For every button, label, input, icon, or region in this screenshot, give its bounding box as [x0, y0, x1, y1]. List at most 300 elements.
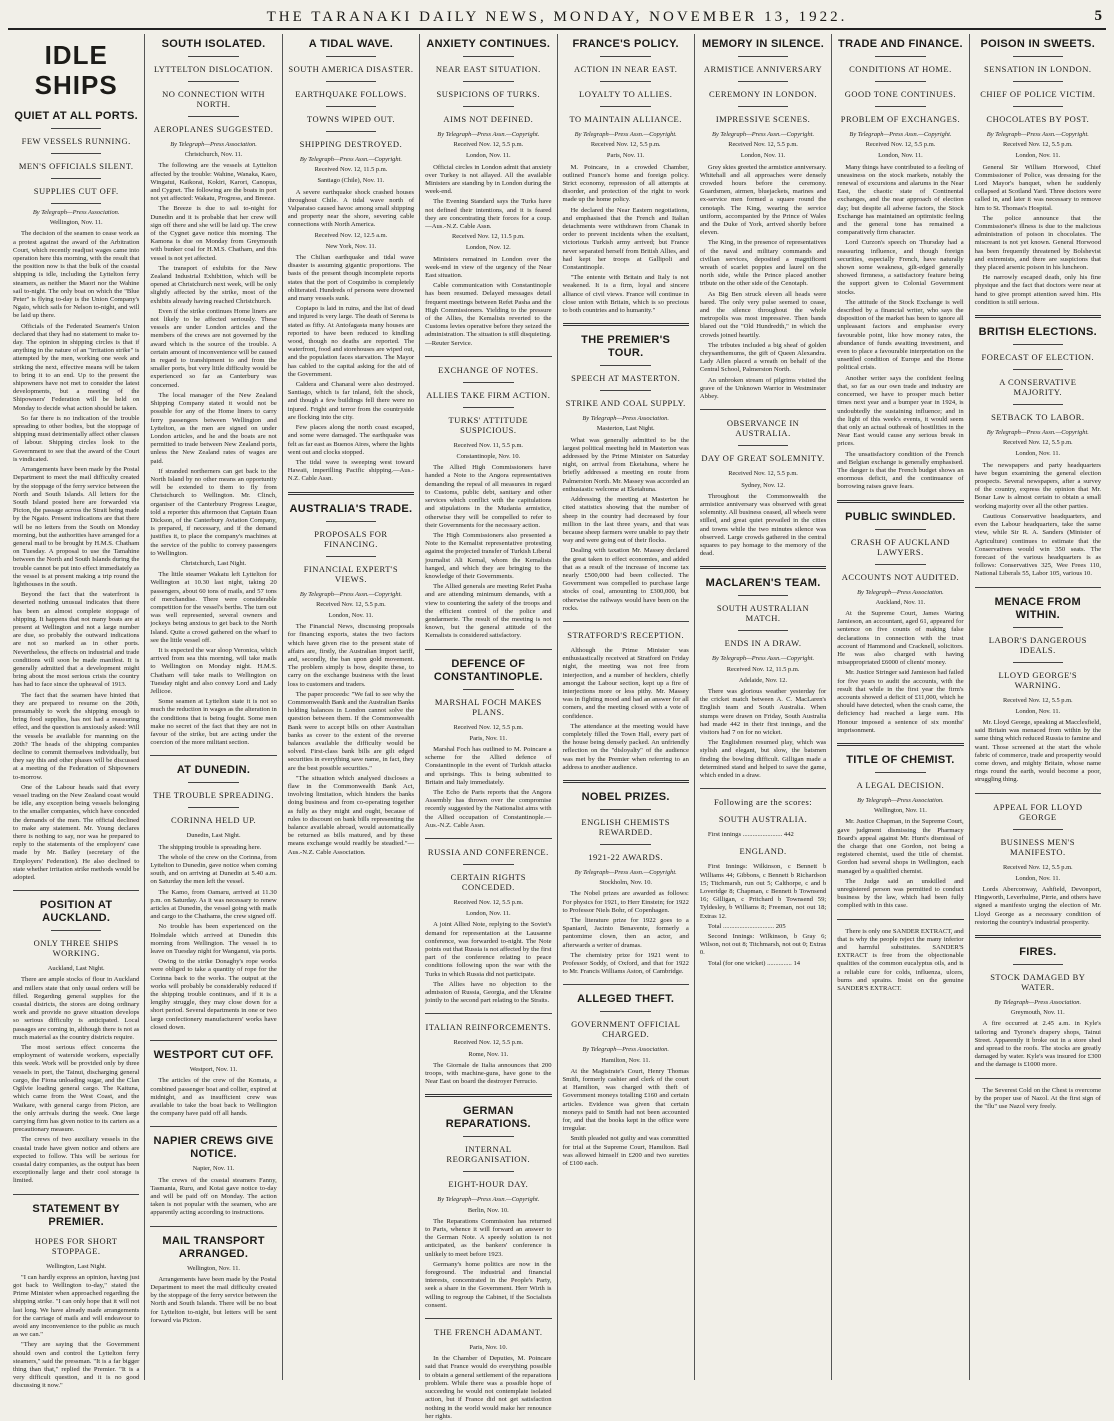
short-rule	[188, 807, 239, 808]
dateline: Received Nov. 12, 5.5 p.m.	[865, 141, 936, 149]
article-paragraph: The Allied High Commissioners have handed a Note to the Angora representatives demanding the repeal of all measures in regard to Customs, public debt, sanitary and other services which conflict with the capitulations and stipulations in the Mudania armistice, otherwise they will be compelled to refer to their Governments for the necessary action.	[425, 464, 552, 529]
short-rule	[51, 930, 102, 931]
column-7	[832, 34, 969, 1380]
column-6	[695, 34, 832, 1380]
article-paragraph: Some seamen at Lyttelton state it is not so much the reduction in wages as the alteration in the conditions that is being fought. Some men make no secret of the fact that they are not in favour of the strike, but are acting under the coercion of the more militant section.	[150, 698, 277, 747]
article-paragraph: It is expected the war sloop Veronica, which arrived from sea this morning, will take mails to Wellington on Monday night. H.M.S. Chatham will take mails to Wellington on Tuesday night and also convey Lord and Lady Jellicoe.	[150, 646, 277, 695]
dateline: London, Nov. 11.	[328, 611, 374, 619]
divider	[425, 1013, 551, 1014]
dateline: Masterton, Last Night.	[596, 425, 655, 433]
subheadline: CORINNA HELD UP.	[170, 815, 257, 826]
divider	[425, 649, 551, 650]
dateline: Received Nov. 12, 11.5 p.m.	[726, 665, 800, 673]
short-rule	[875, 772, 926, 773]
credit-line: By Telegraph—Press Association.	[857, 588, 944, 596]
credit-line: By Telegraph—Press Assn.—Copyright.	[986, 131, 1089, 138]
subheadline: FORECAST OF ELECTION.	[981, 352, 1095, 363]
dateline: Paris, Nov. 11.	[606, 152, 645, 160]
article-paragraph: At the Magistrate's Court, Henry Thomas Smith, formerly cashier and clerk of the court at Hamilton, was charged with theft of Government moneys totalling £160 and certain articles. Evidence was given that certain moneys paid to Smith had not been accounted for, and that the books kept in the office were irregular.	[562, 1067, 689, 1133]
short-rule	[600, 56, 651, 57]
article-paragraph: The Kamo, from Oamaru, arrived at 11.30 p.m. on Saturday. As it was necessary to renew articles at Dunedin, the vessel going with mails and cargo to the Chathams, the crew signed off.	[150, 888, 277, 921]
short-rule	[738, 56, 789, 57]
subheadline: CERTAIN RIGHTS CONCEDED.	[450, 871, 527, 892]
short-rule	[1013, 964, 1064, 965]
article-paragraph: First innings ........................ 442	[707, 831, 794, 839]
headline: QUIET AT ALL PORTS.	[14, 110, 139, 122]
article-paragraph: Second Innings: Wilkinson, b Gray 6; Wilson, not out 8; Titchmarsh, not out 0; Extras 0.	[699, 933, 827, 957]
article-paragraph: The paper proceeds: "We fail to see why the Commonwealth Bank and the Australian Banks holding balances in London cannot solve the question between them. If the Commonwealth Bank were to accept bills on other Australian banks as cover to the extent of the reverse balances available the difficulty would be solved. First-class bank bills are gilt edged securities in everything save name, in fact, they are the best possible securities."	[287, 690, 415, 772]
dateline: London, Nov. 11.	[1015, 152, 1061, 160]
article-paragraph: Mr. Lloyd George, speaking at Macclesfield, said Britain was menaced from within by the same thing which reduced Russia to famine and want. Those screened at the start the whole fabric of commerce, trade and prosperity would come down, and mighty Britain, whose name rings round the earth, would become a poor, struggling thing.	[974, 718, 1101, 784]
article-paragraph: "They are saying that the Government should own and control the Lyttelton ferry steamers," said the pressman. "It is a far bigger thing than that," replied the Premier. "It is a very difficult question, and it is no good discussing it now."	[13, 1341, 140, 1390]
dateline: Received Nov. 12, 12.5 a.m.	[314, 231, 388, 239]
subheadline: HOPES FOR SHORT STOPPAGE.	[34, 1235, 118, 1256]
article-paragraph: The tidal wave is sweeping west toward Hawaii, imperilling Pacific shipping.—Aus.-N.Z. Cable Assn.	[287, 458, 415, 483]
headline: THE PREMIER'S TOUR.	[581, 334, 671, 360]
dateline: Received Nov. 12, 5.5 p.m.	[453, 723, 524, 731]
divider	[837, 919, 963, 920]
dateline: Hamilton, Nov. 11.	[601, 1056, 651, 1064]
article-paragraph: A severe earthquake shock crashed houses throughout Chile. A tidal wave north of Valparaiso caused havoc among small shipping and property near the shore, severing cable connections with North America.	[287, 188, 415, 229]
credit-line: By Telegraph—Press Association.	[994, 998, 1082, 1006]
dateline: Wellington, Last Night.	[46, 1262, 107, 1270]
credit-line: By Telegraph—Press Association.	[857, 796, 944, 804]
headline: FIRES.	[1019, 945, 1057, 958]
headline: SOUTH ISOLATED.	[161, 38, 266, 50]
dateline: Wellington, Nov. 11.	[49, 219, 103, 227]
double-divider	[700, 566, 826, 569]
article-paragraph: The tributes included a big sheaf of golden chrysanthemums, the gift of Queen Alexandra. Lady Allen placed a wreath on behalf of the Central School, Palmerston North.	[699, 341, 827, 374]
main-headline: IDLE SHIPS	[34, 40, 118, 100]
article-paragraph: The Financial News, discussing proposals for financing exports, states the two factors which have given rise to the present state of affairs are, firstly, the Australian import tariff, and, secondly, the ban upon gold movement. The problem simply is how, despite these, to carry on the exchange business with the least loss to customers and traders.	[287, 623, 415, 688]
short-rule	[188, 116, 239, 117]
article-paragraph: The Allies have no objection to the admission of Russia, Georgia, and the Ukraine jointly to the second part relating to the Straits.	[425, 980, 552, 1005]
dateline: London, Nov. 12.	[465, 244, 511, 252]
subheadline: STOCK DAMAGED BY WATER.	[990, 971, 1086, 992]
article-paragraph: The Echo de Paris reports that the Angora Assembly has thrown over the compromise recently suggested by the Nationalist aims with the Allied occupation of Constantinople.—Aus.-N.Z. Cable Assn.	[425, 788, 552, 829]
article-paragraph: Grey skies greeted the armistice anniversary. Whitehall and all approaches were densely crowded hours before the ceremony. Guardsmen, airmen, bluejackets, marines and ex-service men formed a square round the cenotaph. The King, wearing the service uniform, accompanied by the Prince of Wales and the Duke of York, arrived shortly before eleven.	[699, 163, 827, 237]
divider	[975, 1078, 1101, 1079]
credit-line: By Telegraph—Press Association.	[582, 1046, 669, 1054]
subheadline: MARSHAL FOCH MAKES PLANS.	[434, 696, 542, 717]
subheadline: SUSPICIONS OF TURKS.	[436, 89, 541, 99]
double-divider	[837, 743, 963, 746]
headline: AUSTRALIA'S TRADE.	[289, 502, 413, 515]
credit-line: By Telegraph—Press Association.	[170, 141, 257, 148]
article-paragraph: Copiapo is laid in ruins, and the list of dead and injured is very large. The death of Serena is stated as fifty. At Antofagasta many houses are reported to have been reduced to kindling wood, though no deaths are reported. The waterfront, food and storehouses are wiped out, and the population faces starvation. The Mayor has cabled to the capital asking for the aid of the Government.	[287, 305, 415, 378]
dateline: Auckland, Last Night.	[47, 965, 105, 973]
article-paragraph: The crews of two auxiliary vessels in the coastal trade have given notice and others are expected to follow. This will be serious for coastal dairy companies, as the output has been exceptionally large and their cool storage is limited.	[13, 1136, 140, 1185]
dateline: Received Nov. 12, 5.5 p.m.	[1002, 696, 1073, 704]
credit-line: By Telegraph—Press Assn.—Copyright.	[299, 156, 402, 163]
subheadline: PROBLEM OF EXCHANGES.	[840, 114, 961, 124]
dateline: New York, Nov. 11.	[325, 242, 377, 250]
short-rule	[326, 521, 377, 522]
subheadline: ACTION IN NEAR EAST.	[574, 64, 678, 74]
subheadline: FEW VESSELS RUNNING.	[21, 136, 131, 146]
article-paragraph: M. Poincare, in a crowded Chamber, outlined France's home and foreign policy. Strict economy, repression of all attempts at disorder, and protection of the right to work made up the home policy.	[562, 163, 689, 204]
article-paragraph: The chemistry prize for 1921 went to Professor Soddy, of Oxford, and that for 1922 to Mr. Francis Williams Aston, of Cambridge.	[562, 951, 689, 976]
divider	[975, 793, 1101, 794]
subheadline: GOVERNMENT OFFICIAL CHARGED.	[571, 1019, 681, 1040]
dateline: Stockholm, Nov. 10.	[599, 879, 653, 887]
article-paragraph: The little steamer Wakatu left Lyttelton for Wellington at 10.30 last night, taking 20 passengers, about 60 tons of mails, and 57 tons of merchandise. There were considerable competition for the vessel's berths. The turn out was well represented, several owners and jockeys being anxious to get back to the North Island. Quite a crowd gathered on the wharf to see the little vessel off.	[150, 571, 277, 644]
article-paragraph: Total (for one wicket) ............... 14	[707, 959, 801, 967]
short-rule	[738, 106, 789, 107]
dateline: London, Nov. 11.	[466, 910, 511, 918]
subheadline: TO MAINTAIN ALLIANCE.	[569, 114, 682, 124]
subheadline: INTERNAL REORGANISATION.	[446, 1144, 531, 1165]
article-paragraph: The following are the vessels at Lyttelton affected by the trouble: Wahine, Wanaka, Kaeo, Wingatui, Kaikorai, Kokiri, Karori, Canopus, and Cygnet. The following are the boats in port not yet affected: Wakatu, Progress, and Breeze.	[150, 162, 277, 203]
masthead-title: THE TARANAKI DAILY NEWS, MONDAY, NOVEMBER 13, 1922.	[266, 8, 848, 25]
divider	[13, 890, 139, 891]
dateline: Received Nov. 12, 5.5 p.m.	[728, 470, 798, 478]
headline: MENACE FROM WITHIN.	[994, 595, 1082, 621]
article-paragraph: The Evening Standard says the Turks have not defined their intentions, and it is feared they are concentrating their forces for a coup.—Aus.-N.Z. Cable Assn.	[425, 198, 552, 231]
article-paragraph: Germany's home politics are now in the foreground. The industrial and financial interests, concentrated in the People's Party, seek a share in the Government. Herr Wirth is willing to regroup the Cabinet, if the Socialists consent.	[425, 1260, 552, 1309]
article-paragraph: The crews of the coastal steamers Fanny, Tasmania, Ruru, and Kotai gave notice to-day and will be paid off on Monday. The action taken is not popular with the seamen, who are apparently acting according to instructions.	[150, 1176, 277, 1217]
subheadline: DAY OF GREAT SOLEMNITY.	[701, 453, 825, 464]
double-divider	[425, 1094, 551, 1097]
article-paragraph: He declared the Near Eastern negotiations, and emphasised that the French and Italian detachments were withdrawn from Chanak in order to prevent incidents when the exultant, victorious Turkish army arrived; but France never separated herself from British Allies, and had kept her troops at Gallipoli and Constantinople.	[562, 206, 689, 272]
article-paragraph: The attendance at the meeting would have completely filled the Town Hall, every part of the house being densely packed. An unfriendly reflection on the "disloyalty" of the audience was met by the Premier when referring to an address to another audience.	[562, 722, 689, 771]
article-paragraph: "I can hardly express an opinion, having just got back to Wellington to-day," stated the Prime Minister when approached regarding the shipping strike. "I can only hope that it will not last long. We have already made arrangements for the carriage of mails and will endeavour to avoid any inconvenience to the public as much as we can."	[13, 1273, 140, 1339]
short-rule	[51, 153, 102, 154]
subheadline: TOWNS WIPED OUT.	[306, 114, 395, 124]
divider	[150, 1126, 276, 1127]
double-divider	[563, 323, 689, 326]
article-paragraph: The Nobel prizes are awarded as follows: For physics for 1921, to Herr Einstein; for 1922 to Professor Niels Bohr, of Copenhagen.	[562, 890, 689, 914]
headline: A TIDAL WAVE.	[308, 38, 394, 50]
article-paragraph: As Big Ben struck eleven all heads were bared. The only very pulse seemed to cease, and the silence throughout the whole metropolis was most impressive. Then bands blared out the "Old Hundredth," in which the crowds joined heartily.	[699, 290, 827, 339]
article-paragraph: Total ............................... 205	[707, 922, 786, 930]
article-paragraph: The King, in the presence of representatives of the naval and military commands and civilian services, deposited a magnificent wreath of scarlet poppies and laurel on the north side, while the Prince placed another tribute on the other side of the Cenotaph.	[699, 239, 827, 288]
dateline: London, Nov. 11.	[1015, 450, 1061, 458]
short-rule	[600, 1011, 651, 1012]
subheadline: ENGLAND.	[739, 846, 787, 857]
subheadline: ENDS IN A DRAW.	[724, 638, 802, 649]
dateline: Received Nov. 12, 5.5 p.m.	[453, 1039, 524, 1047]
dateline: Paris, Nov. 11.	[469, 734, 508, 742]
headline: MEMORY IN SILENCE.	[701, 38, 825, 50]
dateline: Received Nov. 12, 5.5 p.m.	[728, 141, 798, 149]
short-rule	[875, 564, 926, 565]
subheadline: CEREMONY IN LONDON.	[709, 89, 818, 99]
short-rule	[738, 595, 789, 596]
article-paragraph: Mr. Justice Stringer said Jamieson had failed for five years to audit the accounts, with the result that while in the first year the firm's accounts showed a deficit of £11,000, which he should have detected, when the crash came, the deficiency had reached a large sum. His Honour imposed a sentence of six months' imprisonment.	[837, 669, 964, 734]
double-divider	[975, 935, 1101, 938]
article-paragraph: He narrowly escaped death, only his fine physique and the fact that doctors were near at hand to give prompt attention saved him. His condition is still serious.	[974, 274, 1101, 306]
article-paragraph: The Reparations Commission has returned to Paris, whence it will forward an answer to the German Note. A speedy solution is not anticipated, as the bankers' conference is unlikely to meet before 1923.	[425, 1217, 552, 1258]
subheadline: SETBACK TO LABOR.	[991, 412, 1085, 423]
article-paragraph: The decision of the seamen to cease work as a protest against the award of the Arbitration Court, which recently readjust wages came into operation here this morning, with the result that the position now is that the bulk of the coastal shipping is idle, including the Lyttelton ferry steamers, as neither the Maori nor the Wahine sail to-night. The only boat on which the "Blue Peter" is flying to-day is the Union Company's Ngaio, which sails for Nelson to-night, and will be laid up there.	[13, 230, 140, 320]
article-paragraph: The High Commissioners also presented a Note to the Kemalist representative protesting against the projected transfer of Turkish Liberal journalist Ali Kemal, whom the Kemalists hanged, and which they are bringing to the knowledge of their Governments.	[425, 531, 552, 580]
dateline: Paris, Nov. 10.	[469, 1344, 508, 1352]
subheadline: SPEECH AT MASTERTON.	[571, 373, 681, 384]
short-rule	[1013, 56, 1064, 57]
credit-line: By Telegraph—Press Assn.—Copyright.	[574, 868, 677, 876]
short-rule	[326, 131, 377, 132]
article-paragraph: The local manager of the New Zealand Shipping Company stated it would not be possible for any of the Home liners to carry ferry passengers between Wellington and Lyttelton, as the men are signed on under London articles, and he and the boats are not permitted to trade between New Zealand ports, unless the New Zealand rates of wages are paid.	[150, 391, 277, 465]
short-rule	[463, 81, 514, 82]
divider	[563, 621, 689, 622]
article-paragraph: At the Supreme Court, James Waring Jamieson, an accountant, aged 61, appeared for sentence on five counts of making false declarations in connection with the trust account of Hammond and Cracknell, solicitors. He was also charged with having misappropriated £6000 of clients' money.	[837, 609, 964, 667]
headline: DEFENCE OF CONSTANTINOPLE.	[433, 657, 543, 683]
article-paragraph: No trouble has been experienced on the Holmdale which arrived at Dunedin this morning from Wellington. The vessel is to leave on Tuesday night for Wanganui, via ports.	[150, 923, 277, 956]
dateline: Adelaide, Nov. 12.	[739, 676, 788, 684]
headline: TITLE OF CHEMIST.	[846, 753, 955, 766]
article-paragraph: Few places along the north coast escaped, and some were damaged. The earthquake was felt as far east as Buenos Aires, where the lights went out and clocks stopped.	[287, 424, 415, 456]
dateline: Berlin, Nov. 10.	[467, 1206, 509, 1214]
subheadline: A CONSERVATIVE MAJORITY.	[999, 377, 1077, 398]
article-paragraph: The literature prize for 1922 goes to a Spaniard, Jacinto Benavente, formerly a pantomime clown, then an actor, and afterwards a writer of dramas.	[562, 917, 689, 949]
headline: FRANCE'S POLICY.	[572, 38, 679, 50]
article-paragraph: Arrangements have been made by the Postal Department to meet the mail difficulty created by the stoppage of the ferry service between the North and South Islands. All letters for the South Island posted here are forwarded via Picton, the passage across the Strait being made by the Ngaio. Present indications are that there will be no letters from the South on Monday morning, but the authorities have arranged for a general mail to be brought by H.M.S. Chatham on Tuesday. A proposal to use the Tamahine between the North and South Islands during the trouble cannot be put into effect immediately as the vessel is at present making a trip round the lighthouses in the south.	[13, 466, 140, 588]
dateline: Received Nov. 12, 11.5 p.m.	[451, 233, 525, 241]
divider	[975, 587, 1101, 588]
short-rule	[738, 630, 789, 631]
short-rule	[738, 81, 789, 82]
short-rule	[1013, 829, 1064, 830]
headline: TRADE AND FINANCE.	[838, 38, 963, 50]
column-4	[420, 34, 557, 1420]
short-rule	[463, 689, 514, 690]
article-paragraph: One of the Labour heads said that every vessel trading on the New Zealand coast would be idle, any exception being vessels belonging to the smaller companies, which have conceded the demands of the men. The official declined to make any statement. Mr. Young declares there is nothing to say, nor was he prepared to reply to the statements of the employers' case made by Mr. Bailey (secretary of the Employers' Federation). He also declined to state whether irritation strike methods would be adopted.	[13, 783, 140, 882]
dateline: Wellington, Nov. 11.	[873, 807, 927, 815]
article-paragraph: Addressing the meeting at Masterton he cited statistics showing that the number of sheep in the country had decreased by four million in the last three years, and that was because sheep farmers were unable to pay their way and were going out of their flocks.	[562, 496, 689, 545]
dateline: Received Nov. 11, 5.5 p.m.	[453, 441, 524, 449]
article-paragraph: The attitude of the Stock Exchange is well described by a financial writer, who says the disposition of the market has been to ignore all unpleasant factors and emphasise every favourable point, like how money rates, the abundance of funds awaiting investment, and even to place a favourable interpretation on the unsettled condition of Europe and the Home political crisis.	[837, 298, 964, 372]
article-paragraph: Lord Curzon's speech on Thursday had a reassuring influence, and though foreign securities, especially French, have naturally shown some weakness, gilt-edged generally showed firmness, a satisfactory feature being the support given to Colonial Government stocks.	[837, 239, 964, 296]
article-paragraph: The Allied generals are meeting Refet Pasha and are attending minimum demands, with a view to countering the safety of the troops and the efficient control of the police and gendarmerie. The result of the meeting is not known, but the general attitude of the Kemalists is considered satisfactory.	[425, 583, 552, 640]
short-rule	[600, 365, 651, 366]
subheadline: ACCOUNTS NOT AUDITED.	[841, 571, 960, 582]
article-paragraph: General Sir William Horwood, Chief Commissioner of Police, was dressing for the Lord Mayor's banquet, when he suddenly collapsed at Scotland Yard. Three doctors were called in, and later it was necessary to remove him to St. Thomas's Hospital.	[974, 163, 1101, 212]
subheadline: SOUTH AMERICA DISASTER.	[288, 64, 414, 74]
credit-line: By Telegraph—Press Association.	[582, 415, 669, 423]
dateline: Greymouth, Nov. 11.	[1010, 1009, 1065, 1017]
subheadline: OBSERVANCE IN AUSTRALIA.	[726, 418, 800, 439]
subheadline: NO CONNECTION WITH NORTH.	[162, 89, 265, 109]
article-paragraph: Although the Prime Minister was enthusiastically received at Stratford on Friday night, the meeting was not free from interjection, and a number of hecklers, chiefly amongst the Labour section, kept up a fire of interjections more or less pithy. Mr. Massey was in fighting mood and had an answer for all comers, and the meeting closed with a vote of confidence.	[562, 646, 689, 720]
dateline: Dunedin, Last Night.	[186, 832, 241, 840]
subheadline: RUSSIA AND CONFERENCE.	[427, 846, 549, 857]
headline: MACLAREN'S TEAM.	[705, 577, 821, 590]
divider	[425, 838, 551, 839]
column-1	[8, 34, 145, 1390]
subheadline: THE FRENCH ADAMANT.	[434, 1327, 543, 1338]
subheadline: CHIEF OF POLICE VICTIM.	[980, 89, 1096, 99]
article-paragraph: First Innings: Wilkinson, c Bennett b Williams 44; Gibbons, c Bennett b Richardson 15; Titchmarsh, run out 5; Calthorpe, c and b Loveridge 8; Chapman, c Bennett b Townsend 16; Gilligan, c Pritchard b Townsend 59; Tyldesley, b Williams 8; Freeman, not out 18; Extras 12.	[699, 863, 827, 920]
article-paragraph: Smith pleaded not guilty and was committed for trial at the Supreme Court, Hamilton. Bail was allowed himself in £200 and two sureties of £100 each.	[562, 1135, 689, 1168]
subheadline: SOUTH AUSTRALIAN MATCH.	[716, 603, 810, 624]
short-rule	[463, 382, 514, 383]
short-rule	[463, 1171, 514, 1172]
subheadline: ALLIES TAKE FIRM ACTION.	[426, 389, 551, 400]
subheadline: ARMISTICE ANNIVERSARY	[703, 64, 823, 74]
double-divider	[975, 315, 1101, 318]
headline: ALLEGED THEFT.	[577, 993, 675, 1006]
subheadline: SENSATION IN LONDON.	[984, 64, 1092, 74]
subheadline: NEAR EAST SITUATION.	[435, 64, 541, 74]
double-divider	[837, 500, 963, 503]
article-paragraph: Another writer says the confident feeling that, so far as our own trade and industry are concerned, we have to prosper much better times next year and a bumper year in 1924, is undoubtedly the sustaining influence; and in the light of this week's events, it would seem that only an actual outbreak of hostilities in the Near East would cause any serious break in prices.	[837, 374, 964, 448]
dateline: Westport, Nov. 11.	[189, 1066, 238, 1074]
page-number: 5	[1094, 8, 1102, 24]
divider	[150, 755, 276, 756]
short-rule	[326, 81, 377, 82]
subheadline: ENGLISH CHEMISTS REWARDED.	[581, 816, 670, 837]
dateline: London, Nov. 11.	[1015, 707, 1061, 715]
short-rule	[188, 81, 239, 82]
dateline: Sydney, Nov. 12.	[741, 481, 785, 489]
article-paragraph: The Severest Cold on the Chest is overcome by the proper use of Nazol. At the first sign of the "flu" use Nazol very freely.	[974, 1086, 1101, 1110]
divider	[150, 1040, 276, 1041]
article-paragraph: There was glorious weather yesterday for the cricket match between A. C. MacLaren's English team and South Australia. When stumps were drawn on Friday, South Australia had made 442 in their first innings, and the visitors had 7 on for no wicket.	[699, 687, 827, 736]
short-rule	[463, 106, 514, 107]
headline: STATEMENT BY PREMIER.	[32, 1202, 120, 1228]
short-rule	[875, 106, 926, 107]
short-rule	[463, 1136, 514, 1137]
subheadline: LABOR'S DANGEROUS IDEALS.	[988, 634, 1087, 655]
headline: GERMAN REPARATIONS.	[445, 1105, 531, 1131]
article-paragraph: Owing to the strike Donaghy's rope works were obliged to take a quantity of rope for the Corinna back to the works. The output at the works will probably be considerably reduced if the shipping trouble continues, and if it is a lengthy struggle, they may close down for a short period. Several departments in one or two large confectionery manufacturers' works have closed down.	[150, 958, 277, 1031]
subheadline: BUSINESS MEN'S MANIFESTO.	[1000, 836, 1076, 857]
subheadline: Following are the scores:	[713, 797, 813, 808]
article-paragraph: The shipping trouble is spreading here.	[158, 843, 262, 851]
columns	[8, 34, 1106, 1420]
article-paragraph: Dealing with taxation Mr. Massey declared the great taken to effect economies, and added that as a result of the increase of income tax nearly £500,000 had been collected. The Government was compelled to purchase large stocks of coal, amounting to £300,000, but otherwise the railways would have been on the rocks.	[562, 547, 689, 612]
article-paragraph: The Breeze is due to sail to-night for Dunedin and it is probable that her crew will sign off there and she will be laid up. The crew of the Cygnet gave notice this morning. The Kamona is due on Monday from Greymouth with bunker coal for H.M.S. Chatham, and this vessel is not yet affected.	[150, 205, 277, 262]
headline: ANXIETY CONTINUES.	[426, 38, 551, 50]
column-2	[145, 34, 282, 1380]
short-rule	[51, 178, 102, 179]
article-paragraph: The newspapers and party headquarters have begun examining the general election prospects. Several newspapers, after a survey of the country, express the opinion that Mr. Bonar Law is almost certain to obtain a small working majority over all the other parties.	[974, 461, 1101, 510]
divider	[425, 356, 551, 357]
subheadline: MEN'S OFFICIALS SILENT.	[18, 161, 134, 171]
dateline: London, Nov. 11.	[878, 152, 923, 160]
short-rule	[463, 407, 514, 408]
dateline: Received Nov. 12, 5.5 p.m.	[1002, 863, 1073, 871]
subheadline: AEROPLANES SUGGESTED.	[153, 124, 274, 134]
dateline: Received Nov. 12, 11.5 p.m.	[314, 166, 388, 174]
headline: MAIL TRANSPORT ARRANGED.	[162, 1234, 265, 1260]
subheadline: A LEGAL DECISION.	[856, 779, 945, 790]
article-paragraph: The Judge said an unskilled and unregistered person was permitted to conduct business by the law, which had been fully complied with in this case.	[837, 877, 964, 910]
article-paragraph: A joint Allied Note, replying to the Soviet's demand for representation at the Lausanne conference, was forwarded to-night. The Note points out that Russia is not affected by the first part of the conference relating to peace conditions following upon the war with the Turks in which Russia did not participate.	[425, 921, 552, 978]
short-rule	[738, 445, 789, 446]
credit-line: By Telegraph—Press Assn.—Copyright.	[437, 1196, 540, 1204]
subheadline: STRIKE AND COAL SUPPLY.	[565, 398, 686, 409]
headline: NAPIER CREWS GIVE NOTICE.	[153, 1135, 274, 1161]
short-rule	[463, 864, 514, 865]
subheadline: SHIPPING DESTROYED.	[299, 139, 403, 149]
article-paragraph: If stranded northerners can get back to the North Island by no other means an opportunity will be extended to them to fly from Christchurch to Wellington. Mr. Clinch, organiser of the Canterbury Progress League, told a reporter this afternoon that Captain Euan Dickson, of the Canterbury Aviation Company, is prepared, if necessary, and if the demand justifies it, to place the company's machines at the service of the public to convey passengers to Wellington.	[150, 467, 277, 557]
short-rule	[1013, 81, 1064, 82]
subheadline: EIGHT-HOUR DAY.	[448, 1179, 529, 1190]
article-paragraph: Even if the strike continues Home liners are not likely to be affected seriously. These vessels are under London articles and the members of the crews are not governed by the award which is the source of the trouble. A certain amount of inconvenience will be caused in regard to transhipment to and from the smaller ports, but very little difficulty would be experienced so far as Canterbury was concerned.	[150, 307, 277, 389]
subheadline: IMPRESSIVE SCENES.	[715, 114, 811, 124]
article-paragraph: There are ample stocks of flour in Auckland and millers state that only usual orders will be filled. Regarding general supplies for the coastal districts, the stores are doing ordinary work and provide no grave situation develops so serious difficulty is anticipated. Local passages are coming in, although there is not as much material as the country districts require.	[13, 976, 140, 1041]
short-rule	[463, 56, 514, 57]
headline: NOBEL PRIZES.	[581, 790, 670, 803]
subheadline: CHOCOLATES BY POST.	[986, 114, 1090, 124]
article-paragraph: Lords Aberconway, Ashfield, Devonport, Hingworth, Leverhulme, Pirrie, and others have signed a manifesto urging the election of Mr. Lloyd George as a necessary condition of restoring the country's industrial prosperity.	[974, 885, 1101, 926]
article-paragraph: What was generally admitted to be the largest political meeting held in Masterton was addressed by the Prime Minister on Saturday night, on arrival from Eketahuna, where he briefly addressed a meeting en route from Palmerston North. Mr. Massey was accorded an enthusiastic welcome at Eketahuna.	[562, 436, 689, 493]
headline: POSITION AT AUCKLAND.	[40, 899, 113, 925]
short-rule	[51, 128, 102, 129]
article-paragraph: Arrangements have been made by the Postal Department to meet the mail difficulty created by the stoppage of the ferry service between the North and South Islands. There will be no boat for Lyttelton to-night, but letters will be sent forward via Picton.	[150, 1275, 277, 1324]
article-paragraph: The unsatisfactory condition of the French and Belgian exchange is generally emphasised. The danger is that the French budget shows an enormous deficit, and the continuance of borrowing raises grave fears.	[837, 450, 964, 491]
headline: PUBLIC SWINDLED.	[845, 510, 956, 523]
subheadline: CONDITIONS AT HOME.	[849, 64, 952, 74]
short-rule	[600, 809, 651, 810]
short-rule	[875, 81, 926, 82]
dateline: Received Nov. 12, 5.5 p.m.	[453, 141, 524, 149]
short-rule	[1013, 106, 1064, 107]
headline: WESTPORT CUT OFF.	[153, 1049, 274, 1062]
subheadline: SUPPLIES CUT OFF.	[33, 186, 119, 196]
double-divider	[288, 492, 414, 495]
headline: POISON IN SWEETS.	[980, 38, 1096, 50]
column-5	[558, 34, 695, 1380]
headline: AT DUNEDIN.	[176, 764, 251, 777]
article-paragraph: "The entente with Britain and Italy is not weakened. It is a firm, loyal and sincere alliance of civil views. France will continue in close union with Britain, which is so precious to both countries and to humanity."	[562, 274, 689, 315]
column-3	[283, 34, 420, 1380]
short-rule	[875, 529, 926, 530]
masthead	[8, 6, 1106, 30]
subheadline: AIMS NOT DEFINED.	[443, 114, 534, 124]
credit-line: By Telegraph—Press Assn.—Copyright.	[712, 131, 815, 138]
article-paragraph: An unbroken stream of pilgrims visited the grave of the Unknown Warrior in Westminster Abbey.	[699, 376, 827, 401]
short-rule	[1013, 344, 1064, 345]
article-paragraph: The most serious effect concerns the employment of waterside workers, especially this week. Work will be provided only by three vessels in port, the Tainui, discharging general cargo, the Fiona unloading sugar, and the Clan Ogilvie loading general cargo. The Kaituna, which came from the West Coast, and the Waikare, with general cargo from Picton, are the only arrivals during the week. One large carrying firm has given notice to its carters as a precautionary measure.	[13, 1044, 140, 1134]
column-8	[970, 34, 1106, 1380]
article-paragraph: The whole of the crew on the Corinna, from Lyttelton to Dunedin, gave notice when coming south, and on arriving at Dunedin at 5.40 a.m. on Saturday the men left the vessel.	[150, 853, 277, 886]
short-rule	[1013, 369, 1064, 370]
short-rule	[875, 56, 926, 57]
article-paragraph: In the Chamber of Deputies, M. Poincare said that France would do everything possible to obtain a general settlement of the reparations problem. While there was a possible hope of succeeding he would not contemplate isolated action, but if France did not get satisfaction nothing in the world would make her renounce her rights.	[425, 1355, 552, 1420]
short-rule	[1013, 404, 1064, 405]
dateline: Christchurch, Nov. 11.	[184, 151, 243, 159]
subheadline: TURKS' ATTITUDE SUSPICIOUS.	[448, 414, 529, 435]
credit-line: By Telegraph—Press Assn.—Copyright.	[299, 590, 402, 598]
dateline: London, Nov. 11.	[466, 152, 511, 160]
credit-line: By Telegraph—Press Assn.—Copyright.	[986, 429, 1089, 437]
subheadline: SOUTH AUSTRALIA.	[718, 814, 808, 825]
article-paragraph: Cable communication with Constantinople has been resumed. Delayed messages detail frequent meetings between Refet Pasha and the High Commissioners. Yielding to the pressure of the Allies, the Kemalists reverted to the Customs levies operative before they seized the administration. The situation is still disquieting.—Reuter Service.	[425, 282, 552, 347]
dateline: London, Nov. 11.	[1015, 874, 1061, 882]
subheadline: LOYALTY TO ALLIES.	[579, 89, 673, 99]
subheadline: APPEAL FOR LLOYD GEORGE	[993, 801, 1083, 822]
short-rule	[188, 56, 239, 57]
subheadline: EARTHQUAKE FOLLOWS.	[295, 89, 407, 99]
article-paragraph: The Giornale de Italia announces that 200 troops, with machine-guns, have gone to the Near East on board the destroyer Ferrucio.	[425, 1061, 552, 1086]
article-paragraph: Throughout the Commonwealth the armistice anniversary was observed with great solemnity. All business ceased, all wheels were stilled, and great quiet prevailed in the cities and towns while the two minutes silence was observed. Large crowds gathered in the central squares to pay homage to the memory of the dead.	[699, 492, 827, 558]
divider	[425, 1318, 551, 1319]
article-paragraph: The articles of the crew of the Komata, a combined passenger boat and collier, expired at midnight, and as insufficient crew was available to take the boat back to Wellington the company have paid off all hands.	[150, 1077, 277, 1118]
article-paragraph: The Chilian earthquake and tidal wave disaster is assuming gigantic proportions. The basis of the present though incomplete reports states that the port of Coquimbo is completely obliterated. Hundreds of persons were drowned and many vessels sunk.	[287, 254, 415, 303]
short-rule	[1013, 627, 1064, 628]
subheadline: PROPOSALS FOR FINANCING.	[314, 528, 388, 549]
article-paragraph: Caldera and Chanaral were also destroyed. Santiago, which is far inland, felt the shock, and though a few buildings fell there were no injured. Fright and terror from the countryside are flocking into the city.	[287, 381, 415, 421]
double-divider	[563, 780, 689, 783]
dateline: Received Nov. 12, 5.5 p.m.	[1002, 439, 1073, 447]
short-rule	[326, 56, 377, 57]
short-rule	[600, 844, 651, 845]
subheadline: GOOD TONE CONTINUES.	[844, 89, 957, 99]
article-paragraph: Ministers remained in London over the week-end in view of the urgency of the Near East situation.	[425, 255, 552, 280]
